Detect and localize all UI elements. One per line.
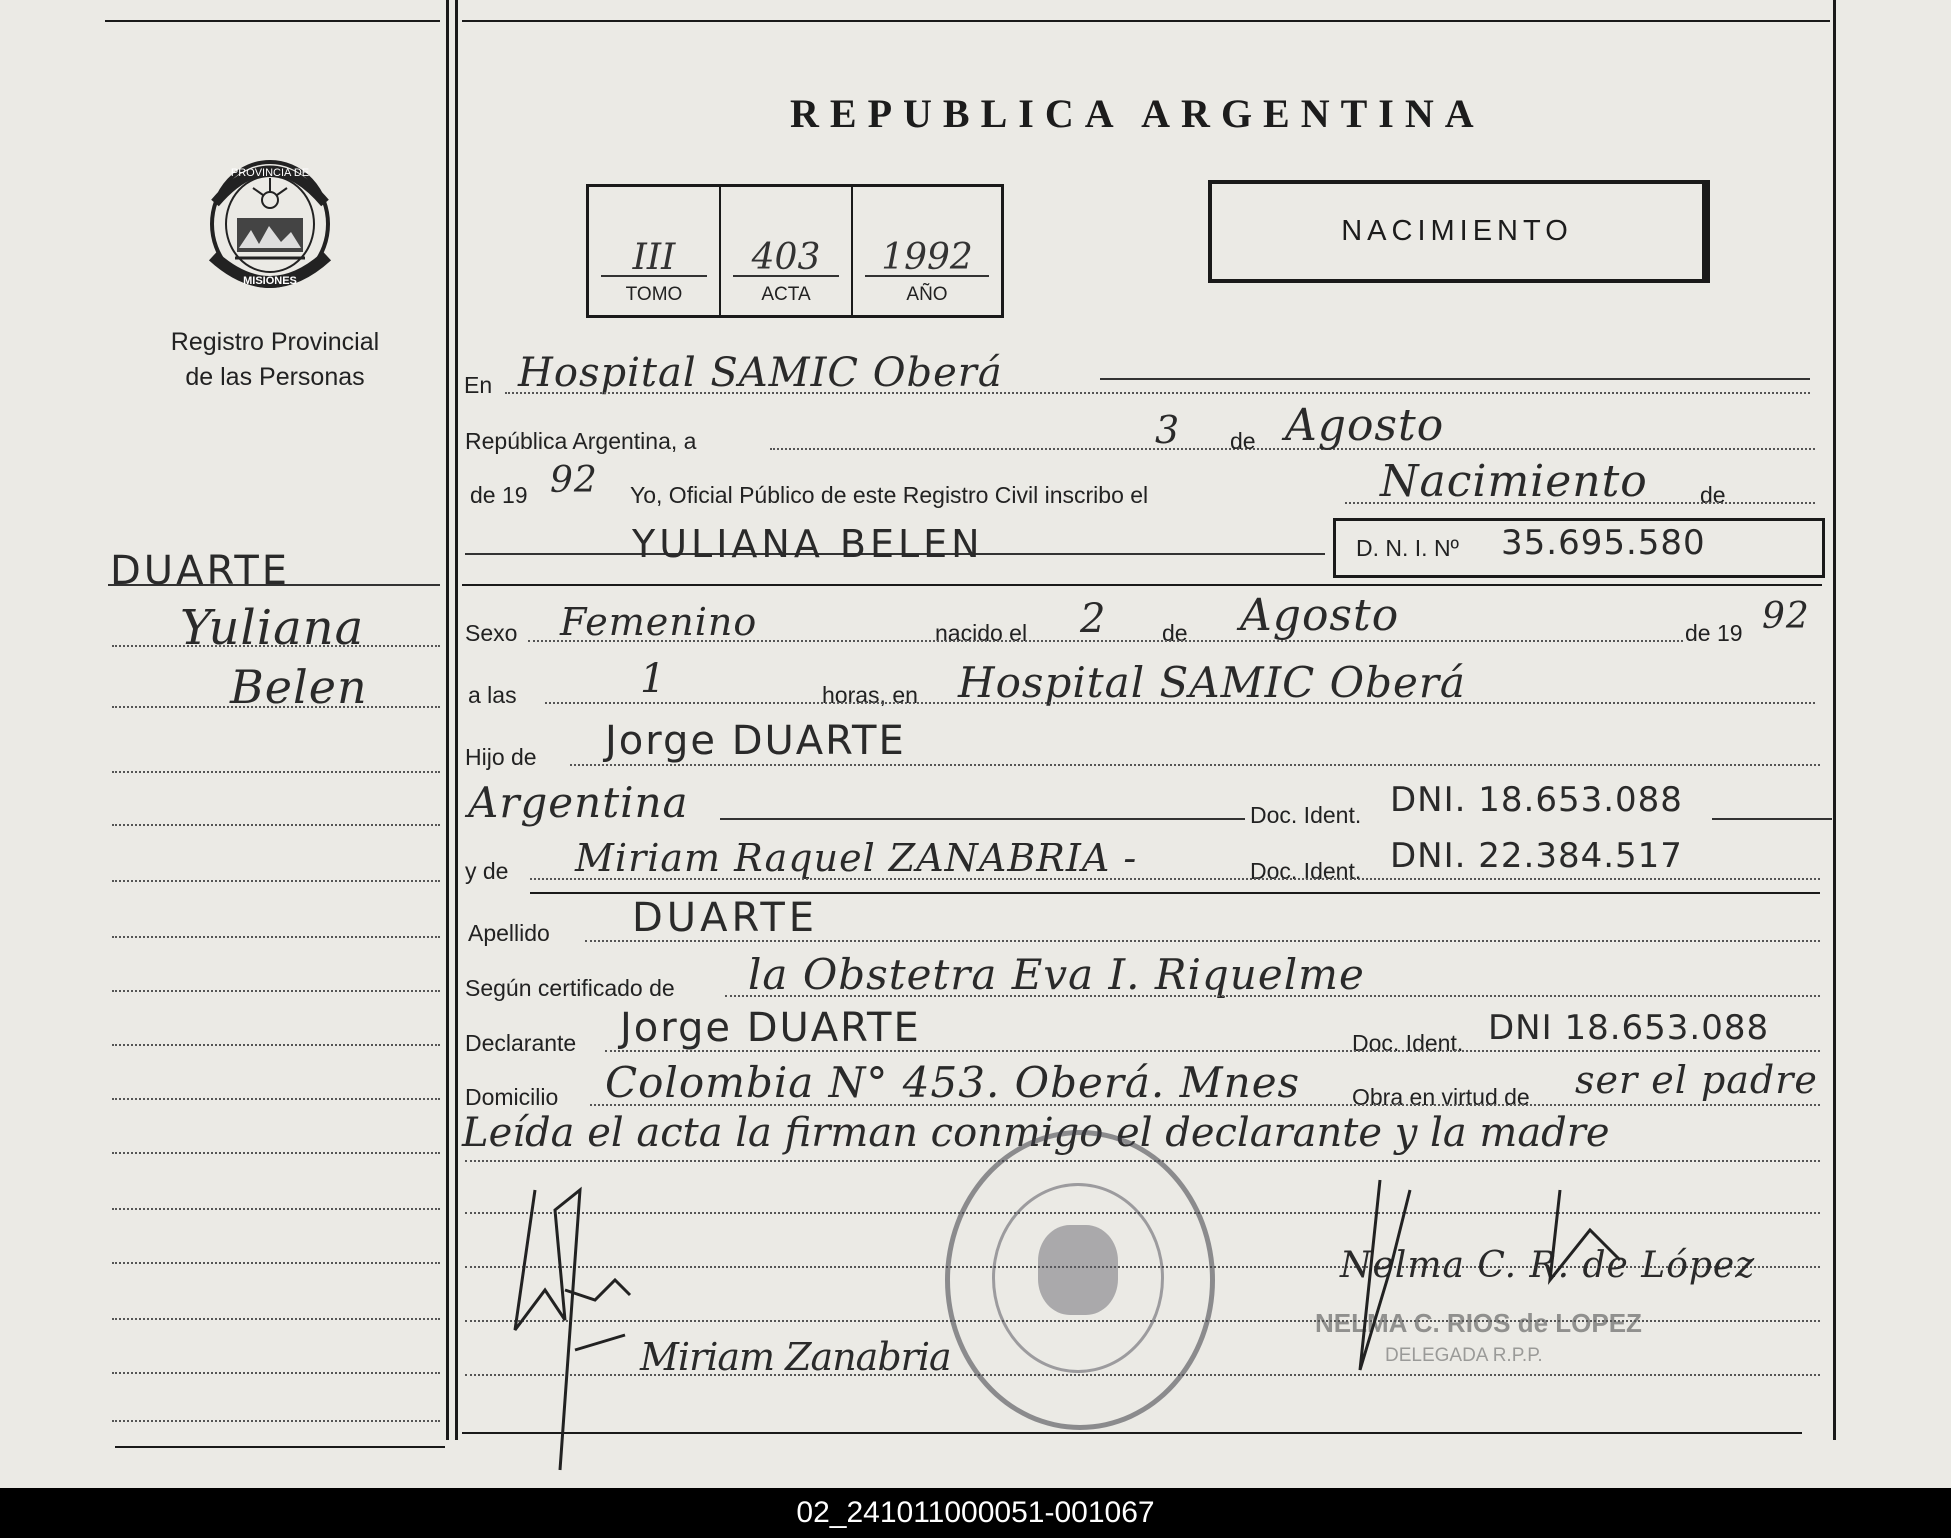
- doc-label-declarante: Doc. Ident.: [1352, 1030, 1464, 1056]
- margin-dotline: [112, 1208, 440, 1210]
- footer-caption: 02_241011000051-001067: [0, 1488, 1951, 1538]
- main-left-border: [455, 0, 458, 1440]
- margin-dotline: [112, 771, 440, 773]
- year-prefix-label: de 19: [470, 482, 528, 508]
- margin-dotline: [112, 1262, 440, 1264]
- tomo-value: III: [632, 237, 676, 278]
- registry-line1: Registro Provincial: [170, 328, 380, 356]
- row-dash: [720, 818, 1245, 820]
- registry-name: [145, 325, 405, 395]
- margin-surname: DUARTE: [110, 548, 291, 594]
- official-seal-icon: [945, 1130, 1215, 1430]
- row-line: [570, 764, 1820, 766]
- horas-label: horas, en: [822, 682, 918, 708]
- father-value: Jorge DUARTE: [605, 718, 906, 764]
- registry-reference-box: [586, 184, 1004, 318]
- de-label-2: de: [1162, 620, 1188, 646]
- doc-label-father: Doc. Ident.: [1250, 802, 1362, 828]
- act-value: Nacimiento: [1380, 456, 1648, 507]
- de-label: de: [1230, 428, 1256, 454]
- yde-label: y de: [465, 858, 509, 884]
- alas-label: a las: [468, 682, 517, 708]
- closing-note: Leída el acta la firman conmigo el declarante y la madre: [462, 1110, 1610, 1156]
- main-right-border: [1833, 0, 1836, 1440]
- declarante-signature-icon: [505, 1170, 645, 1480]
- dni-label: D. N. I. Nº: [1356, 535, 1459, 561]
- margin-dotline: [112, 936, 440, 938]
- margin-dotline: [112, 824, 440, 826]
- margin-dotline: [112, 1372, 440, 1374]
- officer-signature-stroke-icon: [1320, 1170, 1640, 1410]
- birth-year-suffix-value: 92: [1762, 596, 1810, 637]
- apellido-value: DUARTE: [632, 895, 819, 941]
- doc-label-mother: Doc. Ident.: [1250, 858, 1362, 884]
- certificado-value: la Obstetra Eva I. Riquelme: [748, 950, 1365, 999]
- left-column-divider: [446, 0, 449, 1440]
- row-line: [530, 878, 1820, 880]
- place-value: Hospital SAMIC Oberá: [518, 350, 1003, 396]
- declarante-value: Jorge DUARTE: [620, 1005, 921, 1051]
- row-line: [1345, 502, 1815, 504]
- row-line: [725, 995, 1820, 997]
- anio-label: AÑO: [906, 284, 948, 305]
- acta-value: 403: [751, 237, 821, 278]
- de19-label: de 19: [1685, 620, 1743, 646]
- row-dash: [1712, 818, 1832, 820]
- year-suffix-value: 92: [550, 460, 598, 501]
- mother-doc-value: DNI. 22.384.517: [1390, 836, 1683, 876]
- father-nationality-value: Argentina: [468, 778, 689, 827]
- en-label: En: [464, 372, 493, 398]
- mother-signature: Miriam Zanabria: [640, 1335, 951, 1379]
- birth-place-value: Hospital SAMIC Oberá: [958, 658, 1466, 707]
- row-line: [605, 1050, 1820, 1052]
- margin-dotline: [112, 990, 440, 992]
- margin-given-name-1: Yuliana: [180, 600, 365, 656]
- tomo-cell: [589, 187, 719, 315]
- row-line: [545, 702, 1815, 704]
- officer-signature: Nelma C. R. de López: [1340, 1245, 1756, 1286]
- oficial-text: Yo, Oficial Público de este Registro Civil inscribo el: [630, 482, 1149, 508]
- margin-dotline: [112, 1420, 440, 1422]
- domicilio-value: Colombia N° 453. Oberá. Mnes: [605, 1058, 1301, 1107]
- anio-value: 1992: [881, 237, 973, 278]
- top-rule-left: [105, 20, 440, 22]
- row-dash: [1100, 378, 1810, 380]
- declarante-label: Declarante: [465, 1030, 577, 1056]
- row-line: [585, 940, 1820, 942]
- tomo-label: TOMO: [625, 284, 683, 305]
- margin-dotline: [112, 1318, 440, 1320]
- bottom-rule-left: [115, 1446, 445, 1448]
- hijo-label: Hijo de: [465, 744, 537, 770]
- row-line: [505, 392, 1810, 394]
- row-separator: [462, 584, 1822, 586]
- margin-dotline: [112, 1152, 440, 1154]
- month-value: Agosto: [1285, 400, 1445, 451]
- row-line: [528, 640, 1683, 642]
- officer-stamp-role: DELEGADA R.P.P.: [1385, 1345, 1543, 1366]
- de-end-label: de: [1700, 482, 1726, 508]
- row-separator: [530, 892, 1820, 894]
- child-name-value: YULIANA BELEN: [632, 522, 984, 566]
- father-doc-value: DNI. 18.653.088: [1390, 780, 1683, 820]
- bottom-rule-right: [462, 1432, 1802, 1434]
- top-rule-right: [462, 20, 1830, 22]
- margin-given-name-2: Belen: [230, 660, 368, 714]
- declarante-doc-value: DNI 18.653.088: [1488, 1008, 1770, 1048]
- dni-box: [1333, 518, 1825, 578]
- sexo-label: Sexo: [465, 620, 518, 646]
- certificado-label: Según certificado de: [465, 975, 675, 1001]
- country-title: REPUBLICA ARGENTINA: [790, 91, 1485, 136]
- acta-cell: [721, 187, 851, 315]
- obra-label: Obra en virtud de: [1352, 1084, 1530, 1110]
- margin-dotline: [112, 880, 440, 882]
- birth-month-value: Agosto: [1240, 590, 1400, 641]
- domicilio-label: Domicilio: [465, 1084, 559, 1110]
- republica-label: República Argentina, a: [465, 428, 697, 454]
- mother-value: Miriam Raquel ZANABRIA -: [575, 836, 1138, 880]
- birth-day-value: 2: [1080, 596, 1107, 642]
- sexo-value: Femenino: [560, 600, 758, 644]
- provincia-misiones-emblem-icon: [195, 148, 345, 300]
- day-value: 3: [1155, 408, 1181, 452]
- obra-value: ser el padre: [1575, 1058, 1818, 1102]
- nacido-label: nacido el: [935, 620, 1028, 646]
- record-type-label: NACIMIENTO: [1341, 215, 1573, 247]
- apellido-label: Apellido: [468, 920, 550, 946]
- anio-cell: [853, 187, 1001, 315]
- officer-stamp-name: NELMA C. RIOS de LOPEZ: [1315, 1308, 1642, 1338]
- registry-line2: de las Personas: [185, 363, 365, 391]
- hour-value: 1: [640, 656, 667, 702]
- margin-dotline: [112, 1098, 440, 1100]
- emblem-top-text: PROVINCIA DE: [230, 167, 310, 179]
- margin-dotline: [112, 1044, 440, 1046]
- row-line: [590, 1104, 1820, 1106]
- dni-value: 35.695.580: [1501, 523, 1706, 563]
- acta-label: ACTA: [761, 284, 811, 305]
- record-type-box: [1208, 180, 1706, 283]
- emblem-bottom-text: MISIONES: [243, 275, 297, 287]
